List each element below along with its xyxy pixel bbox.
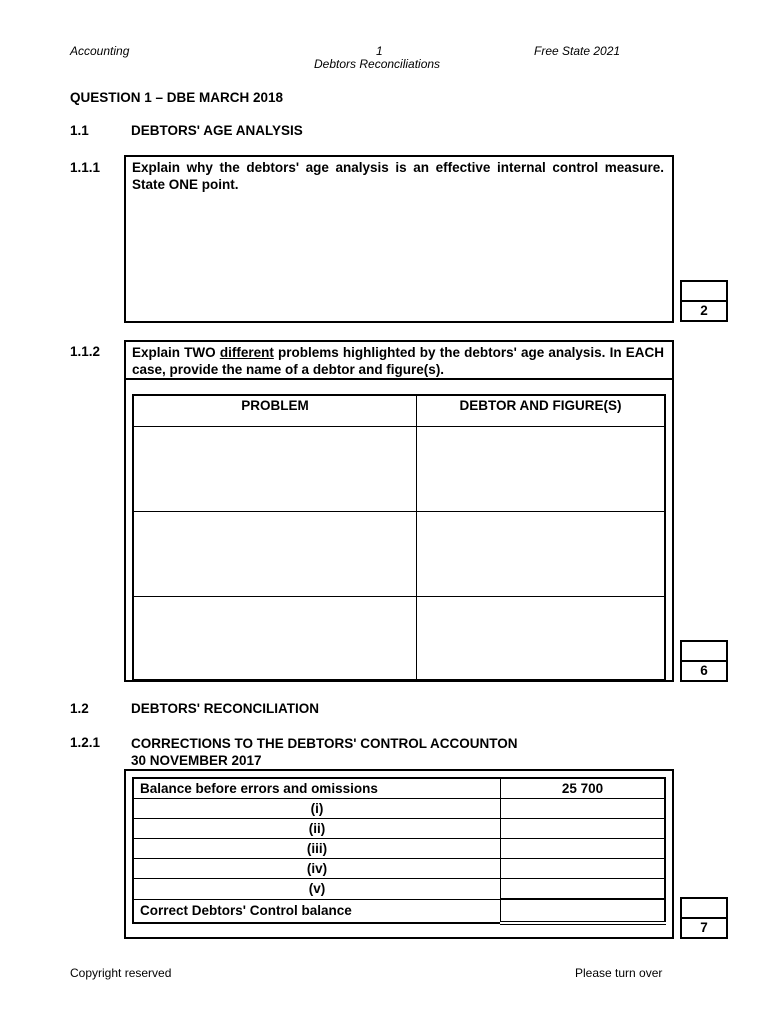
problem-cell[interactable]	[133, 596, 417, 680]
question-1-1-1-text: Explain why the debtors' age analysis is an effective internal control measure. State ONE point.	[132, 160, 664, 192]
row-label: (iii)	[133, 839, 501, 859]
mark-box-1-1-2	[680, 640, 728, 682]
header-page-number: 1	[376, 44, 383, 58]
section-1-1-number: 1.1	[70, 123, 89, 138]
mark-box-1-2-1	[680, 897, 728, 939]
mark-box-score[interactable]	[682, 282, 726, 302]
mark-box-score[interactable]	[682, 899, 726, 919]
question-1-2-1-title: CORRECTIONS TO THE DEBTORS' CONTROL ACCOUNTON 30 NOVEMBER 2017	[131, 736, 518, 768]
reconciliation-table	[132, 777, 666, 925]
total-label: Correct Debtors' Control balance	[133, 899, 501, 923]
row-label: (i)	[133, 799, 501, 819]
question-1-1-2-prompt	[126, 342, 672, 380]
table-row	[133, 839, 665, 859]
answer-box-1-1-1[interactable]	[124, 155, 674, 323]
table-row	[133, 778, 665, 799]
row-value[interactable]	[501, 859, 666, 879]
section-1-1-title: DEBTORS' AGE ANALYSIS	[131, 123, 303, 138]
header-subject: Accounting	[70, 44, 130, 58]
header-province-year: Free State 2021	[534, 44, 621, 58]
row-label: (v)	[133, 879, 501, 900]
row-value[interactable]: 25 700	[501, 778, 666, 799]
reconciliation-box	[124, 769, 674, 939]
table-row	[133, 879, 665, 900]
table-row	[133, 819, 665, 839]
footer-copyright: Copyright reserved	[70, 966, 172, 980]
problem-cell[interactable]	[133, 511, 417, 596]
answer-box-1-1-2	[124, 340, 674, 682]
problem-cell[interactable]	[133, 426, 417, 511]
mark-box-total: 7	[700, 920, 708, 935]
table-row	[133, 859, 665, 879]
question-1-1-2-text: Explain TWO different problems highlighted by the debtors' age analysis. In EACH case, provide the name of a debtor and figure(s).	[132, 345, 664, 377]
row-value[interactable]	[501, 799, 666, 819]
question-title: QUESTION 1 – DBE MARCH 2018	[70, 90, 284, 105]
column-header-debtor-figures: DEBTOR AND FIGURE(S)	[417, 395, 666, 426]
row-value[interactable]	[501, 819, 666, 839]
header-subtitle: Debtors Reconciliations	[314, 57, 441, 71]
column-header-problem: PROBLEM	[133, 395, 417, 426]
table-row	[133, 799, 665, 819]
question-1-1-2-number: 1.1.2	[70, 344, 101, 359]
mark-box-score[interactable]	[682, 642, 726, 662]
row-label: (iv)	[133, 859, 501, 879]
row-value[interactable]	[501, 879, 666, 900]
section-1-2-title: DEBTORS' RECONCILIATION	[131, 701, 319, 716]
row-label: (ii)	[133, 819, 501, 839]
section-1-2-number: 1.2	[70, 701, 89, 716]
debtor-figure-cell[interactable]	[417, 511, 666, 596]
problem-table	[132, 394, 666, 681]
mark-box-1-1-1	[680, 280, 728, 322]
emphasis-different: different	[219, 345, 274, 360]
mark-box-total: 2	[700, 303, 708, 318]
question-1-1-1-number: 1.1.1	[70, 160, 101, 175]
footer-turn-over: Please turn over	[575, 966, 663, 980]
mark-box-total: 6	[700, 663, 708, 678]
total-value[interactable]	[501, 899, 666, 923]
total-row	[133, 899, 665, 923]
debtor-figure-cell[interactable]	[417, 426, 666, 511]
row-label: Balance before errors and omissions	[133, 778, 501, 799]
debtor-figure-cell[interactable]	[417, 596, 666, 680]
row-value[interactable]	[501, 839, 666, 859]
question-1-2-1-number: 1.2.1	[70, 735, 101, 750]
